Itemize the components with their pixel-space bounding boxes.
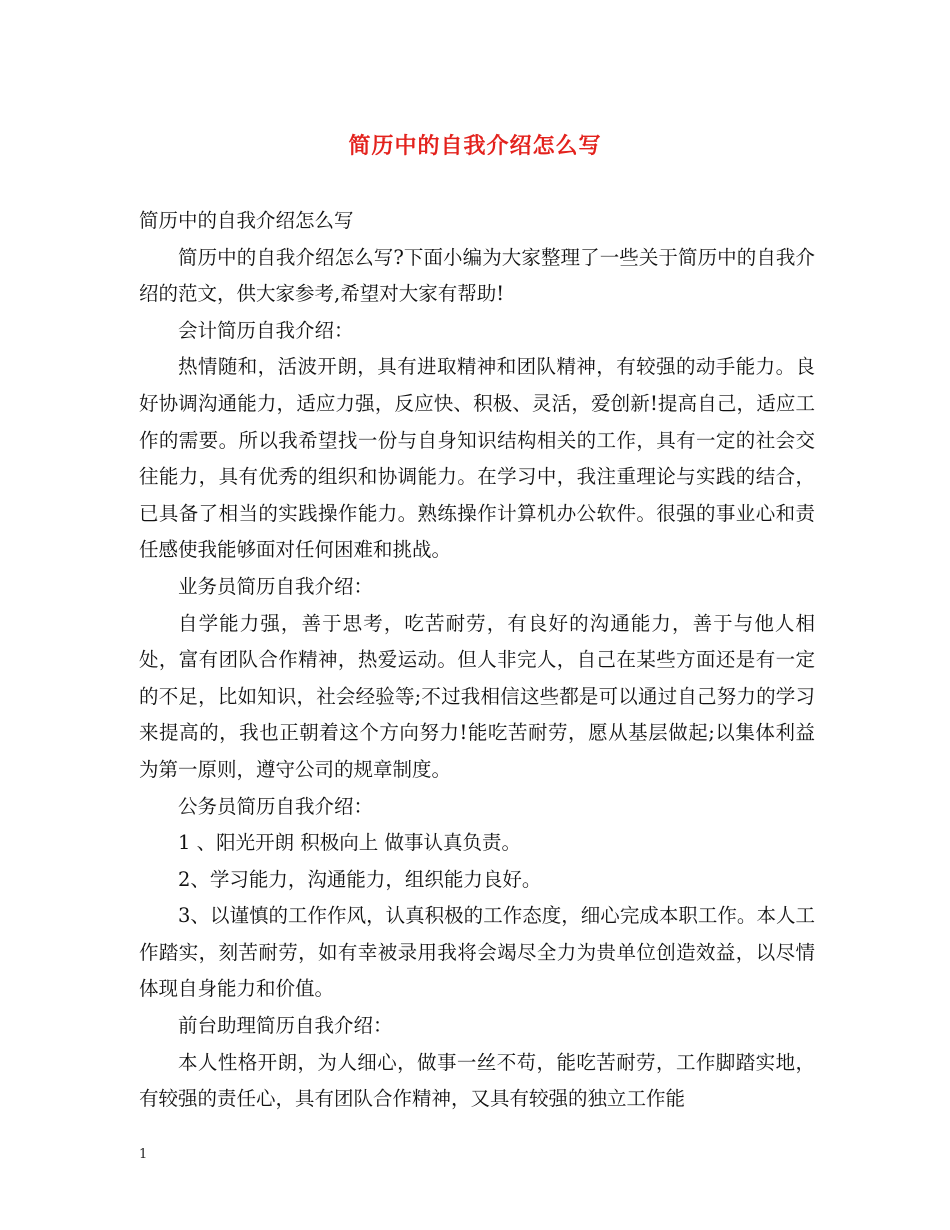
list-item: 2、学习能力，沟通能力，组织能力良好。 <box>178 867 542 891</box>
section-heading: 公务员简历自我介绍： <box>178 794 374 818</box>
list-item: 3、以谨慎的工作作风，认真积极的工作态度，细心完成本职工作。本人工作踏实，刻苦耐劳，如有幸被录用我将会竭尽全力为贵单位创造效益，以尽情体现自身能力和价值。 <box>139 904 815 1001</box>
paragraph: 简历中的自我介绍怎么写?下面小编为大家整理了一些关于简历中的自我介绍的范文，供大家参考,希望对大家有帮助! <box>139 245 815 306</box>
list-item: 1 、阳光开朗 积极向上 做事认真负责。 <box>178 831 522 855</box>
paragraph: 自学能力强，善于思考，吃苦耐劳，有良好的沟通能力，善于与他人相处，富有团队合作精神，热爱运动。但人非完人，自己在某些方面还是有一定的不足，比如知识，社会经验等;不过我相信这些都是可以通过自己努力的学习来提高的，我也正朝着这个方向努力!能吃苦耐劳，愿从基层做起;以集体利益为第一原则，遵守公司的规章制度。 <box>139 611 815 781</box>
paragraph: 热情随和，活波开朗，具有进取精神和团队精神，有较强的动手能力。良好协调沟通能力，适应力强，反应快、积极、灵活，爱创新!提高自己，适应工作的需要。所以我希望找一份与自身知识结构相关的工作，具有一定的社会交往能力，具有优秀的组织和协调能力。在学习中，我注重理论与实践的结合，已具备了相当的实践操作能力。熟练操作计算机办公软件。很强的事业心和责任感使我能够面对任何困难和挑战。 <box>139 355 815 562</box>
section-heading: 前台助理简历自我介绍： <box>178 1014 393 1038</box>
section-heading: 会计简历自我介绍： <box>178 318 354 342</box>
page-number: 1 <box>139 1147 148 1162</box>
page-title: 简历中的自我介绍怎么写 <box>348 133 602 159</box>
section-heading: 业务员简历自我介绍： <box>178 574 374 598</box>
document-body <box>139 203 815 1118</box>
paragraph: 本人性格开朗，为人细心，做事一丝不苟，能吃苦耐劳，工作脚踏实地，有较强的责任心，具有团队合作精神，又具有较强的独立工作能 <box>139 1050 815 1111</box>
paragraph: 简历中的自我介绍怎么写 <box>139 209 354 232</box>
